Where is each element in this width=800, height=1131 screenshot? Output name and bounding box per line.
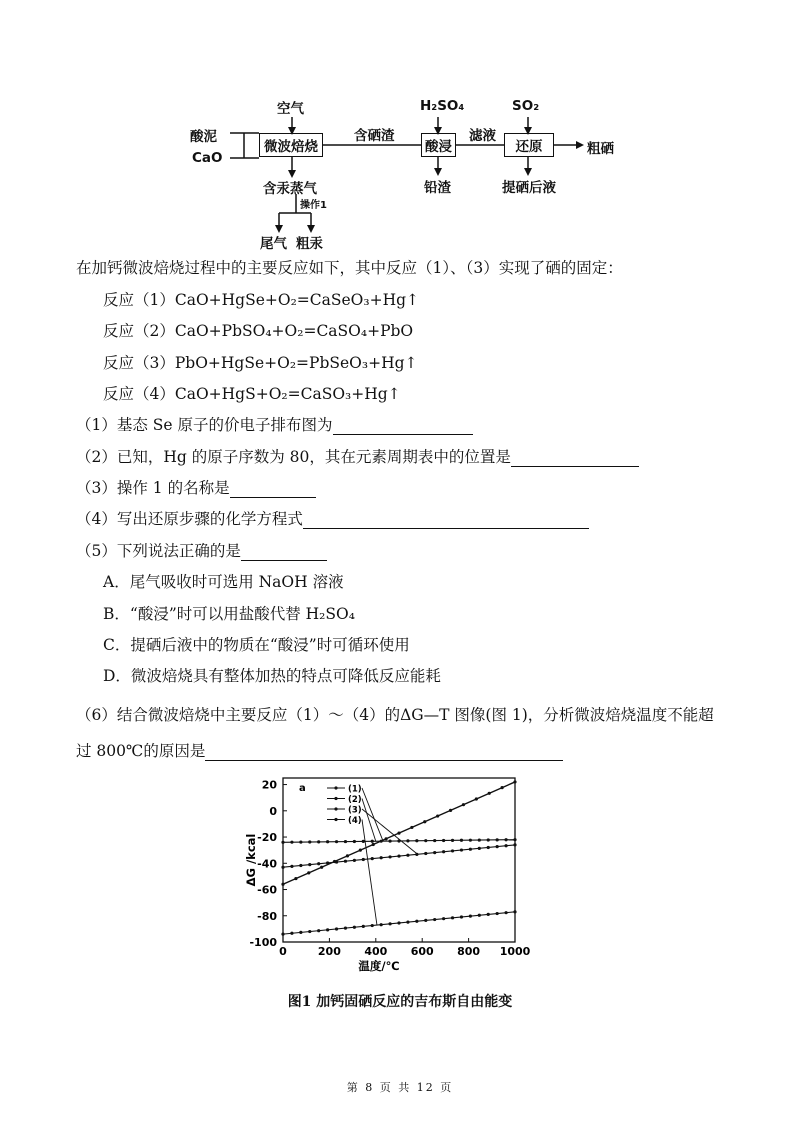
question-1-text: （1）基态 Se 原子的价电子排布图为 (76, 416, 333, 434)
reaction-3: 反应（3）PbO+HgSe+O₂=PbSeO₃+Hg↑ (103, 354, 418, 372)
question-6-text: 过 800℃的原因是 (76, 742, 206, 760)
series-4-point (308, 930, 311, 933)
series-layer (281, 780, 516, 935)
series-4-point (371, 924, 374, 927)
legend-marker (334, 807, 337, 810)
gibbs-energy-chart (240, 768, 540, 984)
series-4-point (299, 931, 302, 934)
series-1-point (294, 877, 297, 880)
series-1-point (281, 883, 284, 886)
intro-text: 在加钙微波焙烧过程中的主要反应如下，其中反应（1）、（3）实现了硒的固定： (76, 259, 623, 277)
series-3-point (460, 848, 463, 851)
series-2-point (406, 839, 409, 842)
series-2-point (317, 840, 320, 843)
series-2-point (460, 839, 463, 842)
series-1-point (423, 820, 426, 823)
series-2-point (326, 840, 329, 843)
series-3-point (308, 863, 311, 866)
series-2-point (281, 841, 284, 844)
series-2-point (299, 840, 302, 843)
series-4-point (397, 921, 400, 924)
y-tick-label: -100 (249, 936, 277, 949)
series-3-point (406, 854, 409, 857)
x-tick-label: 0 (279, 945, 287, 958)
series-1-point (436, 814, 439, 817)
crude-se-label: 粗硒 (587, 141, 614, 157)
legend-label: (3) (348, 805, 362, 816)
y-tick-label: -60 (257, 883, 277, 897)
x-tick-label: 400 (364, 945, 388, 958)
legend-marker (334, 797, 337, 800)
air-label: 空气 (277, 101, 304, 117)
series-3-point (335, 860, 338, 863)
series-3-point (371, 857, 374, 860)
series-2-point (513, 838, 516, 841)
series-2-point (451, 839, 454, 842)
question-5 (76, 541, 327, 561)
question-2-text: （2）已知，Hg 的原子序数为 80，其在元素周期表中的位置是 (76, 448, 511, 466)
series-4 (281, 910, 516, 936)
series-4-point (460, 915, 463, 918)
series-3-point (442, 850, 445, 853)
figure-caption: 图1 加钙固硒反应的吉布斯自由能变 (287, 994, 513, 1010)
option-b[interactable]: B．“酸浸”时可以用盐酸代替 H₂SO₄ (103, 605, 355, 623)
series-2-point (415, 839, 418, 842)
series-1-point (320, 866, 323, 869)
series-4-point (451, 916, 454, 919)
series-2-point (353, 840, 356, 843)
series-2-point (424, 839, 427, 842)
crude-hg-label: 粗汞 (296, 236, 323, 252)
so2-label: SO₂ (512, 98, 540, 114)
x-tick-label: 800 (457, 945, 481, 958)
series-1-point (501, 786, 504, 789)
microwave-roasting-label: 微波焙烧 (264, 139, 318, 155)
series-4-point (496, 912, 499, 915)
series-3-point (299, 864, 302, 867)
question-6-line1: （6）结合微波焙烧中主要反应（1）～（4）的ΔG—T 图像(图 1)，分析微波焙烧温度不能超 (76, 706, 714, 724)
answer-blank-4[interactable] (303, 511, 589, 529)
legend-label: (2) (348, 795, 362, 805)
series-1-point (488, 792, 491, 795)
series-4-point (487, 913, 490, 916)
se-residue-label: 含硒渣 (354, 128, 395, 144)
series-3-point (281, 866, 284, 869)
legend-leader-line (362, 820, 377, 926)
series-1-point (449, 809, 452, 812)
series-3-point (388, 855, 391, 858)
y-tick-label: -20 (257, 831, 277, 845)
lead-residue-label: 铅渣 (424, 180, 451, 196)
series-2-point (442, 839, 445, 842)
page-footer: 第 8 页 共 12 页 (346, 1081, 454, 1094)
series-3-point (478, 847, 481, 850)
series-3-point (496, 845, 499, 848)
option-c[interactable]: C．提硒后液中的物质在“酸浸”时可循环使用 (103, 636, 410, 654)
series-4-point (317, 929, 320, 932)
series-4-point (380, 923, 383, 926)
series-4-point (362, 925, 365, 928)
series-2-point (496, 838, 499, 841)
y-tick-label: 20 (261, 778, 277, 792)
hg-vapor-label: 含汞蒸气 (263, 181, 317, 197)
axis-ticks (249, 779, 530, 958)
legend-marker (334, 786, 337, 789)
series-1-point (307, 871, 310, 874)
series-4-point (433, 918, 436, 921)
question-2 (76, 447, 639, 467)
reaction-4: 反应（4）CaO+HgS+O₂=CaSO₃+Hg↑ (103, 385, 401, 403)
series-1-point (372, 843, 375, 846)
panel-label: a (299, 783, 306, 794)
y-tick-label: 0 (269, 804, 277, 818)
acid-leach-box (421, 133, 456, 157)
series-2-point (433, 839, 436, 842)
series-1-point (346, 854, 349, 857)
series-3-point (504, 844, 507, 847)
series-3-point (326, 861, 329, 864)
reduction-box (504, 133, 554, 157)
series-2-point (335, 840, 338, 843)
x-axis-label: 温度/℃ (358, 959, 400, 973)
legend-label: (1) (348, 784, 362, 795)
series-1-point (359, 849, 362, 852)
series-1-point (385, 837, 388, 840)
series-4-point (406, 921, 409, 924)
reaction-2: 反应（2）CaO+PbSO₄+O₂=CaSO₄+PbO (103, 322, 414, 340)
series-2-point (487, 838, 490, 841)
legend-marker (334, 818, 337, 821)
series-1-point (462, 803, 465, 806)
series-3-point (344, 860, 347, 863)
series-3 (281, 843, 516, 869)
y-axis-label: ΔG /kcal (244, 833, 258, 887)
operation1-label: 操作1 (300, 200, 327, 211)
reaction-1: 反应（1）CaO+HgSe+O₂=CaSeO₃+Hg↑ (103, 291, 420, 309)
series-1-point (513, 780, 516, 783)
post-se-liquid-label: 提硒后液 (502, 180, 556, 196)
answer-blank-3[interactable] (230, 480, 316, 498)
option-d[interactable]: D．微波焙烧具有整体加热的特点可降低反应能耗 (103, 667, 441, 685)
series-3-point (487, 846, 490, 849)
question-1 (76, 415, 473, 435)
legend (327, 785, 418, 926)
answer-blank-1[interactable] (333, 417, 473, 435)
question-3-text: （3）操作 1 的名称是 (76, 479, 230, 497)
reduction-label: 还原 (515, 139, 543, 155)
series-3-point (433, 851, 436, 854)
legend-label: (4) (348, 816, 362, 826)
series-4-point (335, 927, 338, 930)
series-1-point (410, 826, 413, 829)
question-3 (76, 478, 316, 498)
cao-label: CaO (192, 150, 223, 166)
series-3-point (362, 858, 365, 861)
series-3-point (469, 848, 472, 851)
series-2-point (504, 838, 507, 841)
series-4-point (442, 917, 445, 920)
acid-leach-label: 酸浸 (425, 139, 452, 155)
series-4-point (326, 928, 329, 931)
series-2-point (308, 840, 311, 843)
series-3-point (397, 854, 400, 857)
flowchart-connectors (0, 0, 800, 255)
series-4-point (415, 920, 418, 923)
plot-frame (283, 778, 515, 942)
series-4-point (353, 926, 356, 929)
series-4-point (290, 932, 293, 935)
series-4-point (504, 911, 507, 914)
series-2-point (469, 839, 472, 842)
series-4-point (281, 933, 284, 936)
series-2-point (344, 840, 347, 843)
y-tick-label: -40 (257, 857, 277, 871)
option-a[interactable]: A．尾气吸收时可选用 NaOH 溶液 (103, 573, 344, 591)
series-2-point (290, 841, 293, 844)
series-3-point (317, 862, 320, 865)
x-tick-label: 1000 (499, 945, 531, 958)
answer-blank-2[interactable] (511, 449, 639, 467)
series-4-point (469, 915, 472, 918)
series-4-point (478, 914, 481, 917)
tail-gas-label: 尾气 (260, 236, 287, 252)
series-2-point (362, 840, 365, 843)
series-3-point (513, 843, 516, 846)
legend-leader-line (362, 788, 383, 840)
x-tick-label: 200 (317, 945, 341, 958)
series-3-point (451, 849, 454, 852)
series-1-point (397, 832, 400, 835)
series-2-point (388, 839, 391, 842)
answer-blank-6[interactable] (205, 743, 563, 761)
series-1 (281, 780, 516, 886)
h2so4-label: H₂SO₄ (420, 98, 465, 114)
question-4 (76, 509, 589, 529)
acid-mud-label: 酸泥 (190, 129, 217, 145)
series-4-point (424, 919, 427, 922)
question-5-text: （5）下列说法正确的是 (76, 542, 241, 560)
series-3-point (353, 859, 356, 862)
series-1-point (475, 797, 478, 800)
question-6-line2 (76, 741, 563, 761)
filtrate-label: 滤液 (469, 128, 496, 144)
series-4-point (513, 910, 516, 913)
x-tick-label: 600 (410, 945, 434, 958)
series-3-point (290, 865, 293, 868)
series-3-point (380, 856, 383, 859)
answer-blank-5[interactable] (241, 543, 327, 561)
series-3-point (424, 852, 427, 855)
series-2-point (371, 840, 374, 843)
series-4-point (344, 927, 347, 930)
question-4-text: （4）写出还原步骤的化学方程式 (76, 510, 303, 528)
y-tick-label: -80 (257, 909, 277, 923)
series-4-point (388, 922, 391, 925)
microwave-roasting-box (259, 133, 323, 157)
series-2-point (478, 838, 481, 841)
legend-leader-line (362, 809, 418, 854)
